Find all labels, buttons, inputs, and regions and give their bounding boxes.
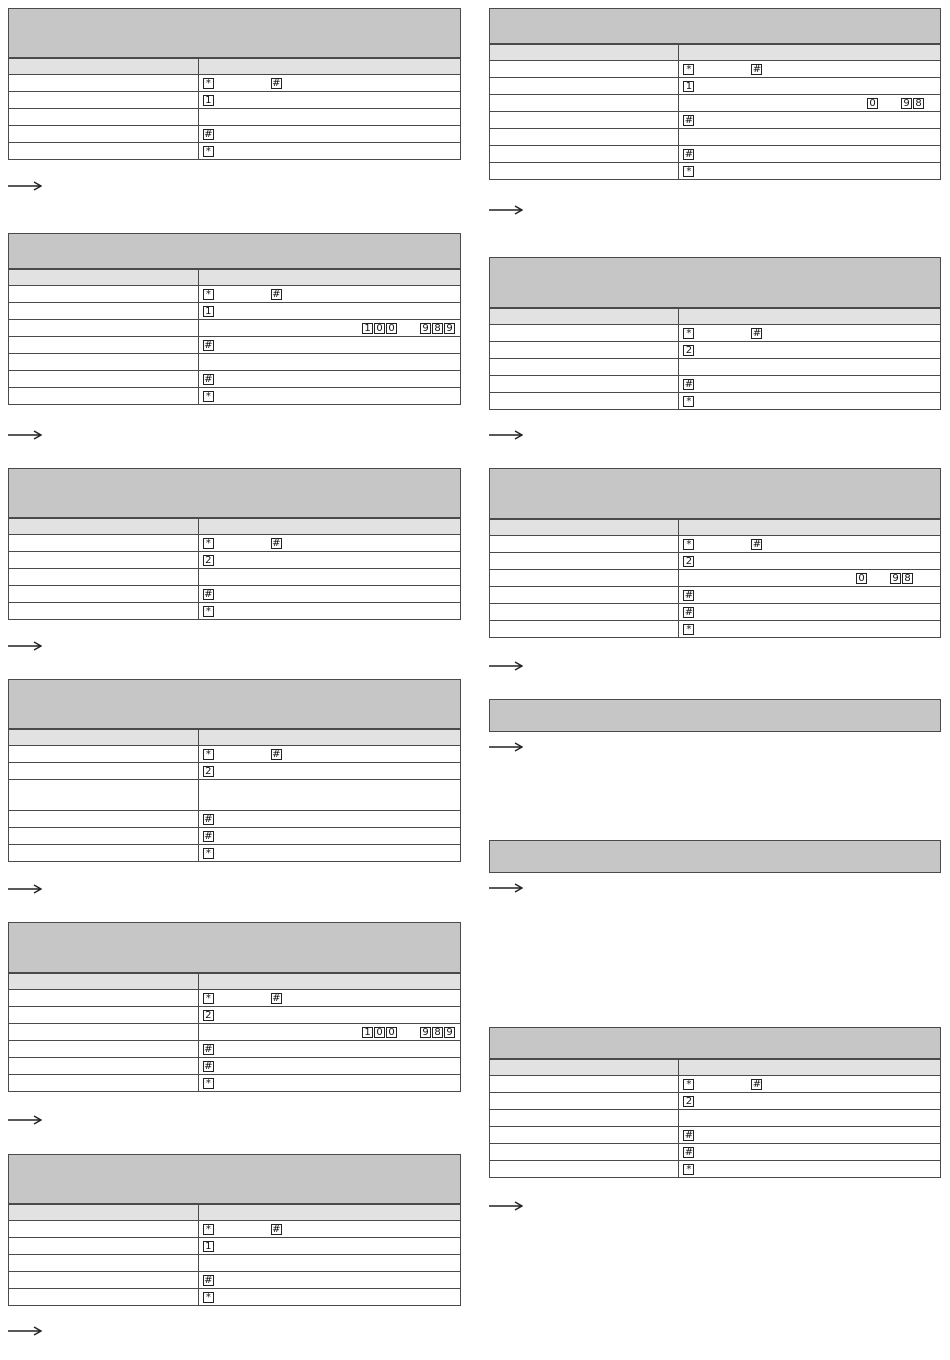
table-row [490,604,941,621]
table-row [490,553,941,570]
star-key-icon: * [203,606,214,617]
long-right-arrow-icon [8,641,42,651]
one-key-icon: 1 [362,1027,373,1038]
star-key-icon: * [203,993,214,1004]
table-row [490,1076,941,1093]
nine-key-icon: 9 [444,1027,455,1038]
table-row [9,603,461,620]
block-title-bar [489,8,941,44]
table-row [490,342,941,359]
table-row [490,1161,941,1178]
two-key-icon: 2 [203,555,214,566]
nine-key-icon: 9 [901,98,912,109]
one-key-icon: 1 [683,81,694,92]
table-row [490,393,941,410]
block-title-bar [489,1027,941,1059]
hash-key-icon: # [204,128,213,140]
eight-key-icon: 8 [913,98,924,109]
table-row [9,337,461,354]
hash-key-icon: # [684,114,694,126]
hash-key-icon: # [684,1146,694,1158]
block-title-bar [489,257,941,308]
star-key-icon: * [683,166,694,177]
table-row [9,75,461,92]
instruction-block-4 [8,679,461,862]
table-row [9,1289,461,1306]
table-row [9,109,461,126]
two-key-icon: 2 [203,766,214,777]
instruction-block-9 [489,468,941,638]
key-sequence-table [489,44,941,180]
hash-key-icon: # [204,1043,213,1055]
table-row [490,325,941,342]
table-row [9,286,461,303]
star-key-icon: * [683,1079,694,1090]
table-row [9,763,461,780]
zero-key-icon: 0 [374,323,385,334]
block-title-bar [8,922,461,973]
table-row [9,552,461,569]
hash-key-icon: # [204,373,213,385]
nine-key-icon: 9 [444,323,455,334]
key-sequence-table [489,308,941,410]
two-key-icon: 2 [683,1096,694,1107]
long-right-arrow-icon [489,661,523,671]
table-header-row [9,270,461,286]
long-right-arrow-icon [489,1201,523,1211]
star-key-icon: * [203,1224,214,1235]
table-row [9,1221,461,1238]
hash-key-icon: # [752,327,762,339]
table-row [9,845,461,862]
key-sequence-table [8,729,461,862]
table-row [490,129,941,146]
zero-key-icon: 0 [386,323,397,334]
star-key-icon: * [203,289,214,300]
block-title-bar [8,233,461,269]
table-row [9,569,461,586]
table-row [9,535,461,552]
table-row [9,1024,461,1041]
table-row [9,92,461,109]
table-row [9,1272,461,1289]
hash-key-icon: # [272,537,281,549]
table-header-row [490,309,941,325]
block-title-bar [489,468,941,519]
table-row [9,1041,461,1058]
star-key-icon: * [203,749,214,760]
table-row [490,61,941,78]
zero-key-icon: 0 [867,98,878,109]
instruction-block-8 [489,257,941,410]
table-header-row [9,519,461,535]
hash-key-icon: # [684,1129,694,1141]
hash-key-icon: # [684,378,694,390]
star-key-icon: * [203,1078,214,1089]
table-row [490,1127,941,1144]
hash-key-icon: # [204,588,213,600]
table-row [490,359,941,376]
table-row [490,1110,941,1127]
table-row [9,1255,461,1272]
hash-key-icon: # [204,830,213,842]
table-header-row [9,59,461,75]
hash-key-icon: # [272,748,281,760]
hash-key-icon: # [272,77,281,89]
one-key-icon: 1 [203,95,214,106]
star-key-icon: * [203,538,214,549]
star-key-icon: * [683,539,694,550]
star-key-icon: * [683,396,694,407]
long-right-arrow-icon [489,205,523,215]
zero-key-icon: 0 [386,1027,397,1038]
hash-key-icon: # [272,992,281,1004]
key-sequence-table [8,518,461,620]
long-right-arrow-icon [489,430,523,440]
table-row [490,1144,941,1161]
hash-key-icon: # [204,1274,213,1286]
hash-key-icon: # [272,1223,281,1235]
nine-key-icon: 9 [420,1027,431,1038]
table-row [9,586,461,603]
instruction-block-2 [8,233,461,405]
table-header-row [9,730,461,746]
hash-key-icon: # [684,589,694,601]
table-row [9,828,461,845]
long-right-arrow-icon [8,430,42,440]
long-right-arrow-icon [8,1115,42,1125]
nine-key-icon: 9 [890,573,901,584]
key-sequence-table [8,973,461,1092]
instruction-block-5 [8,922,461,1092]
table-row [490,621,941,638]
hash-key-icon: # [204,339,213,351]
key-sequence-table [8,58,461,160]
two-key-icon: 2 [203,1010,214,1021]
table-row [490,1093,941,1110]
star-key-icon: * [683,624,694,635]
one-key-icon: 1 [203,306,214,317]
table-row [9,388,461,405]
table-header-row [490,520,941,536]
instruction-block-3 [8,468,461,620]
instruction-block-6 [8,1154,461,1306]
table-row [9,811,461,828]
block-title-bar [8,1154,461,1204]
table-header-row [490,1060,941,1076]
table-row [9,371,461,388]
star-key-icon: * [683,328,694,339]
table-header-row [9,1205,461,1221]
two-key-icon: 2 [683,345,694,356]
two-key-icon: 2 [683,556,694,567]
hash-key-icon: # [752,538,762,550]
table-row [490,112,941,129]
zero-key-icon: 0 [374,1027,385,1038]
hash-key-icon: # [684,148,694,160]
hash-key-icon: # [204,1060,213,1072]
star-key-icon: * [203,391,214,402]
instruction-block-12 [489,1027,941,1178]
table-row [9,143,461,160]
long-right-arrow-icon [489,883,523,893]
block-title-bar [8,679,461,729]
table-row [9,746,461,763]
table-header-row [490,45,941,61]
table-row [9,780,461,811]
long-right-arrow-icon [8,884,42,894]
table-row [490,587,941,604]
table-row [490,536,941,553]
note-title-bar [489,699,941,732]
table-row [9,303,461,320]
zero-key-icon: 0 [856,573,867,584]
one-key-icon: 1 [203,1241,214,1252]
block-title-bar [8,8,461,58]
table-header-row [9,974,461,990]
eight-key-icon: 8 [432,1027,443,1038]
key-sequence-table [489,519,941,638]
table-row [9,1007,461,1024]
block-title-bar [8,468,461,518]
key-sequence-table [489,1059,941,1178]
eight-key-icon: 8 [432,323,443,334]
table-row [9,1238,461,1255]
nine-key-icon: 9 [420,323,431,334]
star-key-icon: * [203,78,214,89]
table-row [490,376,941,393]
table-row [9,1075,461,1092]
key-sequence-table [8,1204,461,1306]
hash-key-icon: # [272,288,281,300]
table-row [490,78,941,95]
star-key-icon: * [203,1292,214,1303]
table-row [9,126,461,143]
hash-key-icon: # [204,813,213,825]
table-row [9,1058,461,1075]
hash-key-icon: # [752,63,762,75]
table-row [490,570,941,587]
star-key-icon: * [203,146,214,157]
long-right-arrow-icon [489,742,523,752]
note-title-bar [489,840,941,873]
hash-key-icon: # [752,1078,762,1090]
table-row [490,163,941,180]
instruction-block-7 [489,8,941,180]
table-row [490,146,941,163]
long-right-arrow-icon [8,181,42,191]
hash-key-icon: # [684,606,694,618]
table-row [490,95,941,112]
table-row [9,354,461,371]
star-key-icon: * [683,1164,694,1175]
star-key-icon: * [683,64,694,75]
star-key-icon: * [203,848,214,859]
instruction-block-1 [8,8,461,160]
table-row [9,320,461,337]
long-right-arrow-icon [8,1326,42,1336]
one-key-icon: 1 [362,323,373,334]
eight-key-icon: 8 [902,573,913,584]
key-sequence-table [8,269,461,405]
table-row [9,990,461,1007]
